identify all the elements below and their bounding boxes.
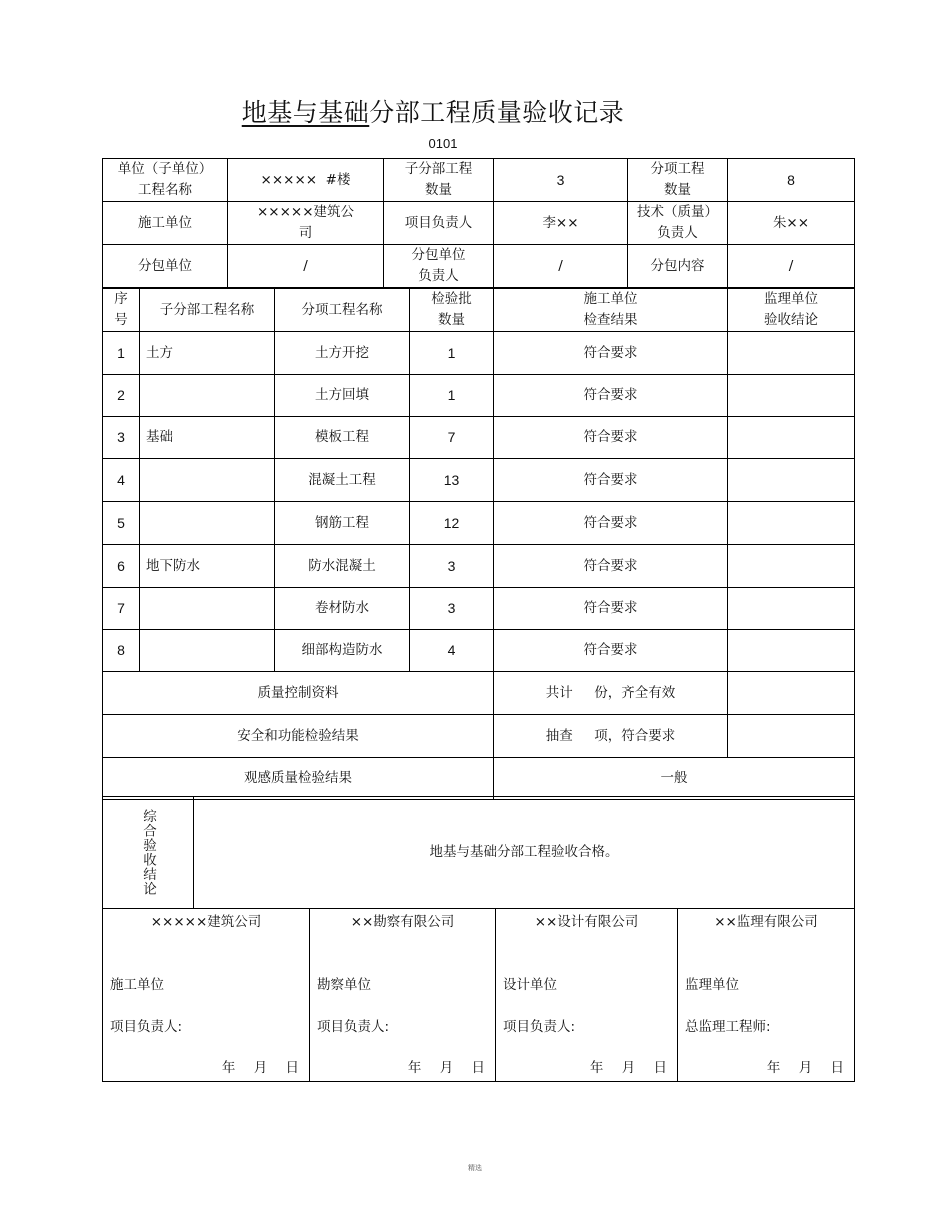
row-conclusion bbox=[728, 459, 855, 502]
row-sub-division bbox=[140, 375, 275, 417]
safety-row bbox=[103, 715, 855, 758]
row-sub-division: 地下防水 bbox=[140, 545, 275, 588]
title-underlined: 地基与基础 bbox=[241, 98, 370, 127]
row-item: 卷材防水 bbox=[275, 588, 410, 630]
signature-role: 勘察单位 bbox=[317, 977, 371, 993]
col-seq: 序 号 bbox=[103, 289, 140, 332]
conclusion-table bbox=[102, 796, 855, 909]
row-item: 土方开挖 bbox=[275, 332, 410, 375]
form-code: 0101 bbox=[428, 136, 458, 151]
constructor-label: 施工单位 bbox=[103, 202, 228, 245]
table-row bbox=[103, 459, 855, 502]
quality-docs-label: 质量控制资料 bbox=[103, 672, 494, 715]
header-table bbox=[102, 158, 855, 288]
signature-role: 施工单位 bbox=[110, 977, 164, 993]
signature-block bbox=[678, 909, 855, 1082]
row-item: 混凝土工程 bbox=[275, 459, 410, 502]
signature-company: ××监理有限公司 bbox=[714, 914, 818, 930]
table-row bbox=[103, 502, 855, 545]
quality-docs-conclusion bbox=[728, 672, 855, 715]
signature-role: 设计单位 bbox=[503, 977, 557, 993]
safety-conclusion bbox=[728, 715, 855, 758]
safety-value: 抽查 项，符合要求 bbox=[494, 715, 728, 758]
signature-person: 总监理工程师: bbox=[685, 1019, 771, 1035]
table-row bbox=[103, 545, 855, 588]
sub-division-count-label: 子分部工程 数量 bbox=[384, 159, 494, 202]
subcontractor-manager-value: / bbox=[494, 245, 628, 288]
row-seq: 5 bbox=[103, 502, 140, 545]
row-result: 符合要求 bbox=[494, 332, 728, 375]
items-header-row bbox=[103, 289, 855, 332]
col-supervisor-conclusion: 监理单位 验收结论 bbox=[728, 289, 855, 332]
row-result: 符合要求 bbox=[494, 630, 728, 672]
row-conclusion bbox=[728, 417, 855, 459]
signature-date: 年 月 日 bbox=[766, 1060, 844, 1076]
signature-block bbox=[103, 909, 310, 1082]
conclusion-label: 综合验收结论 bbox=[140, 809, 156, 896]
signature-block bbox=[496, 909, 678, 1082]
tech-manager-label: 技术（质量） 负责人 bbox=[628, 202, 728, 245]
table-row bbox=[103, 630, 855, 672]
table-row bbox=[103, 417, 855, 459]
signature-person: 项目负责人: bbox=[317, 1019, 390, 1035]
table-row bbox=[103, 332, 855, 375]
signature-company: ××勘察有限公司 bbox=[350, 914, 455, 930]
row-seq: 3 bbox=[103, 417, 140, 459]
row-result: 符合要求 bbox=[494, 502, 728, 545]
row-result: 符合要求 bbox=[494, 588, 728, 630]
constructor-value: ×××××建筑公 司 bbox=[228, 202, 384, 245]
row-conclusion bbox=[728, 332, 855, 375]
row-conclusion bbox=[728, 630, 855, 672]
row-conclusion bbox=[728, 545, 855, 588]
document-title bbox=[0, 93, 866, 129]
title-rest: 分部工程质量验收记录 bbox=[369, 98, 625, 127]
appearance-value: 一般 bbox=[494, 758, 855, 800]
subcontractor-label: 分包单位 bbox=[103, 245, 228, 288]
row-item: 防水混凝土 bbox=[275, 545, 410, 588]
row-seq: 8 bbox=[103, 630, 140, 672]
row-sub-division: 土方 bbox=[140, 332, 275, 375]
row-result: 符合要求 bbox=[494, 417, 728, 459]
signature-company: ××设计有限公司 bbox=[534, 914, 639, 930]
signature-block bbox=[310, 909, 496, 1082]
page-footer: 精选 bbox=[468, 1164, 482, 1172]
signature-person: 项目负责人: bbox=[503, 1019, 576, 1035]
items-table bbox=[102, 288, 855, 800]
row-count: 1 bbox=[410, 375, 494, 417]
safety-label: 安全和功能检验结果 bbox=[103, 715, 494, 758]
unit-name-label: 单位（子单位） 工程名称 bbox=[103, 159, 228, 202]
row-sub-division bbox=[140, 459, 275, 502]
signature-date: 年 月 日 bbox=[407, 1060, 485, 1076]
row-count: 3 bbox=[410, 545, 494, 588]
signature-company: ×××××建筑公司 bbox=[150, 914, 262, 930]
tech-manager-value: 朱×× bbox=[728, 202, 855, 245]
appearance-row bbox=[103, 758, 855, 800]
row-count: 1 bbox=[410, 332, 494, 375]
appearance-label: 观感质量检验结果 bbox=[103, 758, 494, 800]
row-item: 钢筋工程 bbox=[275, 502, 410, 545]
quality-docs-value: 共计 份，齐全有效 bbox=[494, 672, 728, 715]
row-result: 符合要求 bbox=[494, 459, 728, 502]
row-count: 7 bbox=[410, 417, 494, 459]
row-seq: 1 bbox=[103, 332, 140, 375]
row-sub-division bbox=[140, 630, 275, 672]
project-manager-label: 项目负责人 bbox=[384, 202, 494, 245]
row-seq: 2 bbox=[103, 375, 140, 417]
signature-date: 年 月 日 bbox=[589, 1060, 667, 1076]
quality-docs-row bbox=[103, 672, 855, 715]
row-item: 模板工程 bbox=[275, 417, 410, 459]
subcontract-content-value: / bbox=[728, 245, 855, 288]
row-sub-division: 基础 bbox=[140, 417, 275, 459]
subcontractor-value: / bbox=[228, 245, 384, 288]
col-batch-count: 检验批 数量 bbox=[410, 289, 494, 332]
conclusion-label-cell bbox=[103, 797, 194, 909]
row-conclusion bbox=[728, 502, 855, 545]
signature-table bbox=[102, 908, 855, 1082]
row-sub-division bbox=[140, 588, 275, 630]
row-count: 3 bbox=[410, 588, 494, 630]
row-count: 4 bbox=[410, 630, 494, 672]
item-count-label: 分项工程 数量 bbox=[628, 159, 728, 202]
row-conclusion bbox=[728, 375, 855, 417]
row-seq: 4 bbox=[103, 459, 140, 502]
row-conclusion bbox=[728, 588, 855, 630]
row-count: 13 bbox=[410, 459, 494, 502]
col-constructor-result: 施工单位 检查结果 bbox=[494, 289, 728, 332]
row-item: 细部构造防水 bbox=[275, 630, 410, 672]
item-count-value: 8 bbox=[728, 159, 855, 202]
row-item: 土方回填 bbox=[275, 375, 410, 417]
sub-division-count-value: 3 bbox=[494, 159, 628, 202]
signature-person: 项目负责人: bbox=[110, 1019, 183, 1035]
subcontractor-manager-label: 分包单位 负责人 bbox=[384, 245, 494, 288]
signature-date: 年 月 日 bbox=[221, 1060, 299, 1076]
table-row bbox=[103, 588, 855, 630]
row-sub-division bbox=[140, 502, 275, 545]
col-sub-division: 子分部工程名称 bbox=[140, 289, 275, 332]
row-count: 12 bbox=[410, 502, 494, 545]
row-seq: 6 bbox=[103, 545, 140, 588]
unit-name-value: ××××× #楼 bbox=[228, 159, 384, 202]
conclusion-text: 地基与基础分部工程验收合格。 bbox=[194, 797, 855, 909]
row-seq: 7 bbox=[103, 588, 140, 630]
row-result: 符合要求 bbox=[494, 375, 728, 417]
signature-role: 监理单位 bbox=[685, 977, 739, 993]
col-item: 分项工程名称 bbox=[275, 289, 410, 332]
project-manager-value: 李×× bbox=[494, 202, 628, 245]
table-row bbox=[103, 375, 855, 417]
subcontract-content-label: 分包内容 bbox=[628, 245, 728, 288]
row-result: 符合要求 bbox=[494, 545, 728, 588]
